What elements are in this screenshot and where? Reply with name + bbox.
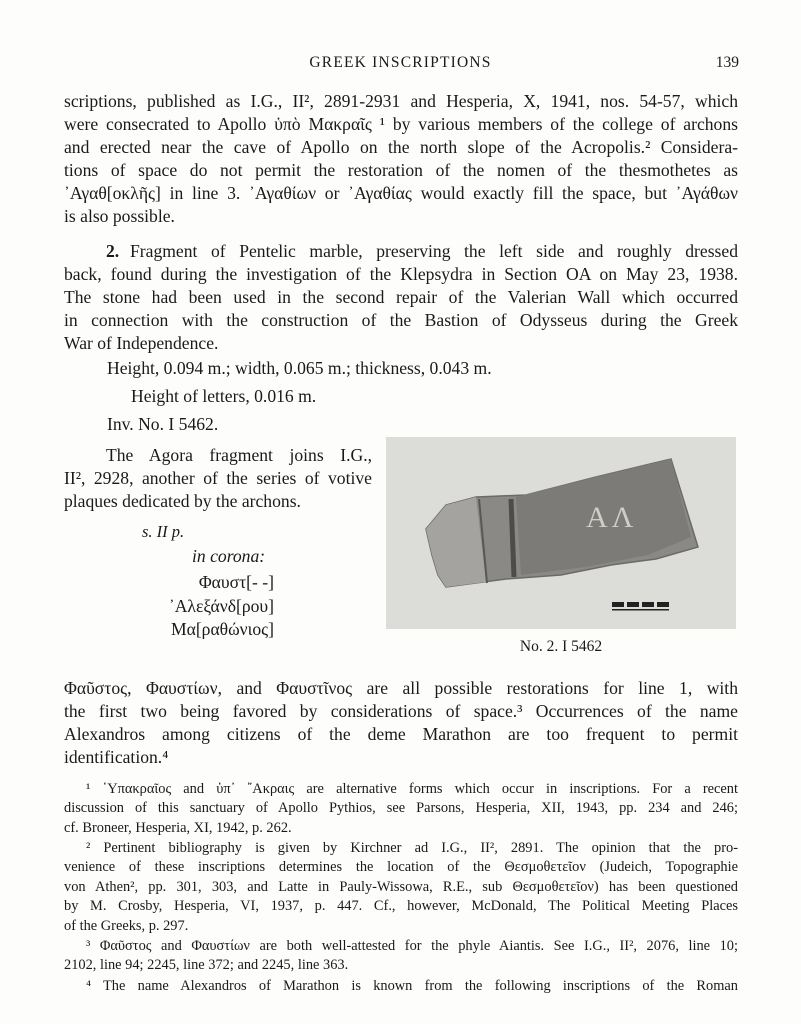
running-header-title: GREEK INSCRIPTIONS (309, 54, 492, 71)
footnote-line: ⁴ The name Alexandros of Marathon is known from the following inscriptions of the Roman (86, 978, 738, 994)
stone-letters: ΑΛ (586, 501, 638, 534)
footnote-line: ¹ ῾Υπακραῖος and ὑπ᾿ ῎Ακραις are alternative forms which occur in inscriptions. For a recent (86, 781, 738, 797)
footnote-line: discussion of this sanctuary of Apollo Pythios, see Parsons, Hesperia, XII, 1943, pp. 234 and 246; (64, 800, 738, 817)
text-line: scriptions, published as I.G., II², 2891-2931 and Hesperia, X, 1941, nos. 54-57, which (64, 91, 738, 111)
text-line: tions of space do not permit the restoration of the nomen of the thesmothetes as (64, 160, 738, 180)
footnote-3 (64, 937, 738, 976)
text-line: ᾿Αγαθ[οκλῆς] in line 3. ᾿Αγαθίων or ᾿Αγαθίας would exactly fill the space, but ᾿Αγάθων (64, 183, 738, 203)
dimensions-line-1: Height, 0.094 m.; width, 0.065 m.; thickness, 0.043 m. (107, 358, 492, 378)
footnote-line: venience of these inscriptions determines the location of the Θεσμοθετεῖον (Judeich, Topographie (64, 859, 738, 876)
text-line: is also possible. (64, 206, 175, 226)
figure-caption: No. 2. I 5462 (519, 638, 603, 655)
footnote-line: by M. Crosby, Hesperia, VI, 1937, p. 447. Cf., however, McDonald, The Political Meeting Places (64, 898, 738, 915)
paragraph-4 (64, 677, 738, 769)
text-line: the first two being favored by considerations of space.³ Occurrences of the name (64, 701, 738, 721)
footnote-line: of the Greeks, p. 297. (64, 917, 189, 934)
text-line: in connection with the construction of the Bastion of Odysseus during the Greek (64, 310, 738, 330)
text-line: The stone had been used in the second repair of the Valerian Wall which occurred (64, 287, 738, 307)
text-line: II², 2928, another of the series of votive (64, 468, 372, 488)
page-number: 139 (715, 54, 739, 71)
text-line: Alexandros among citizens of the deme Marathon are too frequent to permit (64, 724, 738, 744)
dimensions-line-2: Height of letters, 0.016 m. (131, 386, 317, 406)
footnote-line: ³ Φαῦστος and Φαυστίων are both well-attested for the phyle Aiantis. See I.G., II², 2076, line 10; (86, 938, 738, 954)
text-line: identification.⁴ (64, 747, 169, 767)
footnote-line: ² Pertinent bibliography is given by Kirchner ad I.G., II², 2891. The opinion that the pro- (86, 840, 738, 856)
footnote-2 (64, 839, 738, 936)
footnote-1 (64, 780, 738, 838)
text-line (64, 240, 738, 263)
text-line: Φαῦστος, Φαυστίων, and Φαυστῖνος are all possible restorations for line 1, with (64, 678, 738, 698)
footnote-4 (64, 977, 738, 996)
inscription-line-1: Φαυστ[- -] (198, 572, 274, 592)
text-line: The Agora fragment joins I.G., (106, 445, 372, 465)
paragraph-3 (64, 444, 372, 513)
text-line: were consecrated to Apollo ὑπὸ Μακραῖς ¹ by various members of the college of archons (64, 114, 738, 134)
paragraph-1 (64, 90, 738, 228)
inscription-date: s. II p. (142, 522, 185, 541)
entry-number: 2. (106, 241, 120, 261)
inscription-line-3: Μα[ραθώνιος] (170, 619, 274, 639)
entry-first-line: Fragment of Pentelic marble, preserving the left side and roughly dressed (130, 241, 738, 261)
dimensions-line-3: Inv. No. I 5462. (107, 414, 219, 434)
paragraph-2 (64, 240, 738, 355)
text-line: and erected near the cave of Apollo on the north slope of the Acropolis.² Considera- (64, 137, 738, 157)
inscription-line-2: ᾿Αλεξάνδ[ρου] (168, 596, 274, 616)
footnote-line: cf. Broneer, Hesperia, XI, 1942, p. 262. (64, 819, 292, 836)
fragment-photograph (386, 437, 736, 629)
footnote-line: von Athen², pp. 301, 303, and Latte in Pauly-Wissowa, R.E., sub Θεσμοθετεῖον) has been questioned (64, 878, 738, 895)
text-line: plaques dedicated by the archons. (64, 491, 301, 511)
footnote-line: 2102, line 94; 2245, line 372; and 2245, line 363. (64, 957, 349, 974)
text-line: War of Independence. (64, 333, 219, 353)
inscription-heading: in corona: (192, 546, 266, 566)
text-line: back, found during the investigation of the Klepsydra in Section OA on May 23, 1938. (64, 264, 738, 284)
